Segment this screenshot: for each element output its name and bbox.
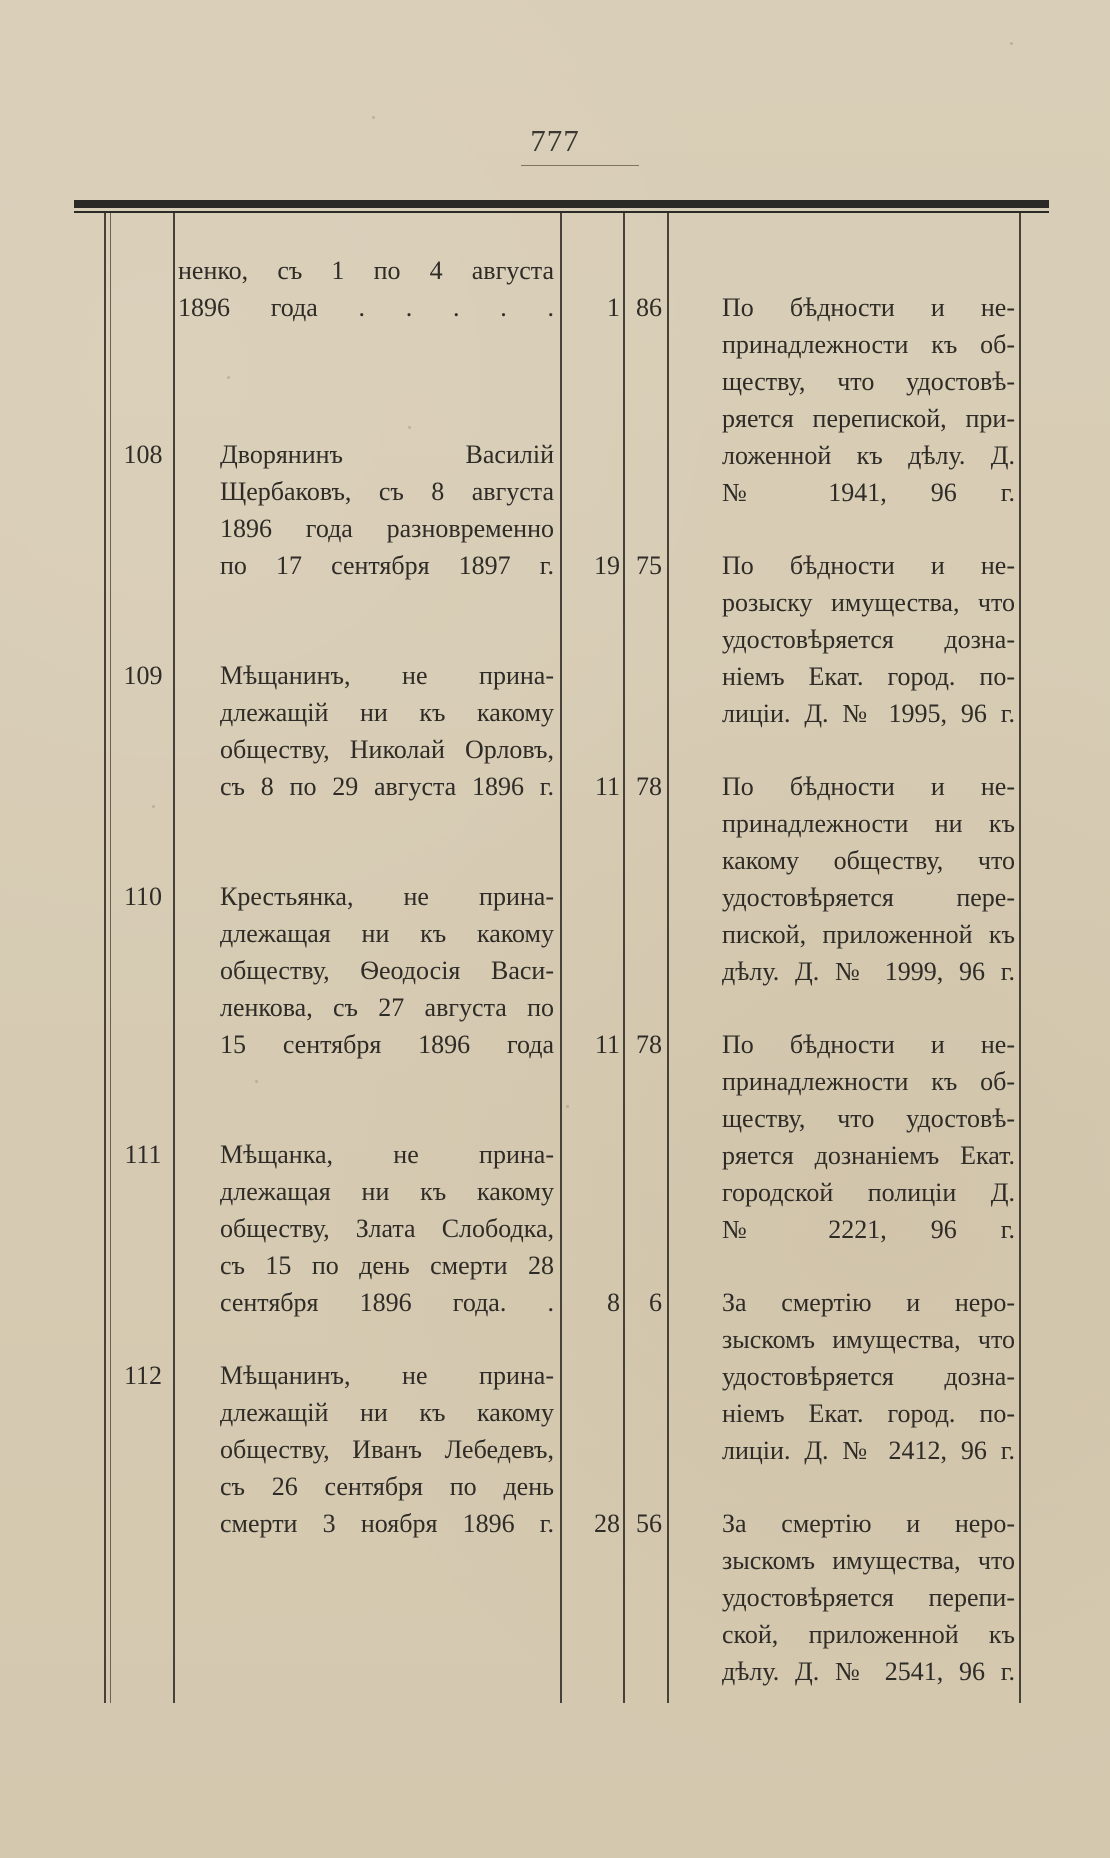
row-112-number: 112 <box>123 1361 163 1390</box>
row-109-reason-line-6: дѣлу. Д. № 1999, 96 г. <box>722 957 1015 986</box>
row-110-rubles: 11 <box>594 1030 620 1059</box>
row-110-reason-line-1: По бѣдности и не- <box>722 1030 1015 1059</box>
row-111-reason <box>680 1284 1015 1469</box>
row-108-reason-line-4: ніемъ Екат. город. по- <box>722 662 1015 691</box>
column-divider-right <box>1019 213 1021 1703</box>
row-109-reason-line-2: принадлежности ни къ <box>722 809 1015 838</box>
row-111-description-line-5: сентября 1896 года. . <box>220 1288 554 1317</box>
column-divider-rubles <box>623 213 625 1703</box>
row-108-reason-line-5: лиціи. Д. № 1995, 96 г. <box>722 699 1015 728</box>
row-0-rubles: 1 <box>607 293 620 322</box>
row-108-description-line-3: 1896 года разновременно <box>220 514 554 543</box>
row-112-reason <box>680 1505 1015 1690</box>
row-112-description <box>178 1357 554 1542</box>
row-0-reason-line-2: принадлежности къ об- <box>722 330 1015 359</box>
page-number: 777 <box>530 123 580 158</box>
row-109-reason-line-1: По бѣдности и не- <box>722 772 1015 801</box>
row-109-reason <box>680 768 1015 990</box>
row-108-description-line-2: Щербаковъ, съ 8 августа <box>220 477 554 506</box>
row-109-kopecks: 78 <box>636 772 662 801</box>
row-111-rubles: 8 <box>607 1288 620 1317</box>
row-108-description <box>178 436 554 584</box>
row-112-description-line-2: длежащій ни къ какому <box>220 1398 554 1427</box>
row-112-reason-line-1: За смертію и неро- <box>722 1509 1015 1538</box>
row-110-reason-line-4: ряется дознаніемъ Екат. <box>722 1141 1015 1170</box>
row-0-reason <box>680 289 1015 511</box>
row-108-reason <box>680 547 1015 732</box>
row-110-description-line-4: ленкова, съ 27 августа по <box>220 993 554 1022</box>
column-divider-left <box>104 213 106 1703</box>
paper-speck <box>372 116 375 119</box>
row-111-number: 111 <box>124 1140 162 1169</box>
row-110-description-line-2: длежащая ни къ какому <box>220 919 554 948</box>
paper-speck <box>227 376 230 379</box>
row-109-description-line-4: съ 8 по 29 августа 1896 г. <box>220 772 554 801</box>
row-110-description-line-1: Крестьянка, не прина- <box>220 882 554 911</box>
row-112-reason-line-4: ской, приложенной къ <box>722 1620 1015 1649</box>
row-112-description-line-5: смерти 3 ноября 1896 г. <box>220 1509 554 1538</box>
row-111-reason-line-4: ніемъ Екат. город. по- <box>722 1399 1015 1428</box>
row-111-reason-line-3: удостовѣряется дозна- <box>722 1362 1015 1391</box>
row-0-reason-line-6: № 1941, 96 г. <box>722 478 1015 507</box>
row-110-description <box>178 878 554 1063</box>
row-111-reason-line-2: зыскомъ имущества, что <box>722 1325 1015 1354</box>
paper-speck <box>408 426 411 429</box>
page-number-rule <box>521 165 639 166</box>
row-0-kopecks: 86 <box>636 293 662 322</box>
row-112-reason-line-5: дѣлу. Д. № 2541, 96 г. <box>722 1657 1015 1686</box>
row-112-reason-line-2: зыскомъ имущества, что <box>722 1546 1015 1575</box>
row-109-reason-line-4: удостовѣряется пере- <box>722 883 1015 912</box>
row-111-kopecks: 6 <box>649 1288 662 1317</box>
row-109-number: 109 <box>123 661 163 690</box>
row-109-reason-line-3: какому обществу, что <box>722 846 1015 875</box>
row-109-description-line-1: Мѣщанинъ, не прина- <box>220 661 554 690</box>
row-110-description-line-5: 15 сентября 1896 года <box>220 1030 554 1059</box>
row-110-reason-line-6: № 2221, 96 г. <box>722 1215 1015 1244</box>
column-divider-left-inner <box>110 213 111 1703</box>
row-108-rubles: 19 <box>594 551 620 580</box>
row-112-description-line-4: съ 26 сентября по день <box>220 1472 554 1501</box>
row-108-kopecks: 75 <box>636 551 662 580</box>
row-112-reason-line-3: удостовѣряется перепи- <box>722 1583 1015 1612</box>
paper-speck <box>1010 42 1013 45</box>
row-111-reason-line-1: За смертію и неро- <box>722 1288 1015 1317</box>
row-0-description-line-2: 1896 года . . . . . <box>178 293 554 322</box>
row-112-description-line-3: обществу, Иванъ Лебедевъ, <box>220 1435 554 1464</box>
row-112-rubles: 28 <box>594 1509 620 1538</box>
row-110-reason-line-3: ществу, что удостовѣ- <box>722 1104 1015 1133</box>
row-111-reason-line-5: лиціи. Д. № 2412, 96 г. <box>722 1436 1015 1465</box>
column-divider-kopecks <box>667 213 669 1703</box>
row-110-kopecks: 78 <box>636 1030 662 1059</box>
column-divider-description <box>560 213 562 1703</box>
row-108-reason-line-1: По бѣдности и не- <box>722 551 1015 580</box>
row-0-reason-line-3: ществу, что удостовѣ- <box>722 367 1015 396</box>
row-108-description-line-4: по 17 сентября 1897 г. <box>220 551 554 580</box>
row-110-reason-line-5: городской полиціи Д. <box>722 1178 1015 1207</box>
row-112-kopecks: 56 <box>636 1509 662 1538</box>
row-110-number: 110 <box>123 882 163 911</box>
row-112-description-line-1: Мѣщанинъ, не прина- <box>220 1361 554 1390</box>
row-109-reason-line-5: пиской, приложенной къ <box>722 920 1015 949</box>
row-109-description-line-2: длежащій ни къ какому <box>220 698 554 727</box>
row-111-description-line-1: Мѣщанка, не прина- <box>220 1140 554 1169</box>
row-108-reason-line-3: удостовѣряется дозна- <box>722 625 1015 654</box>
row-0-reason-line-1: По бѣдности и не- <box>722 293 1015 322</box>
paper-speck <box>566 1105 569 1108</box>
row-0-description <box>178 252 554 326</box>
row-108-number: 108 <box>123 440 163 469</box>
row-0-reason-line-5: ложенной къ дѣлу. Д. <box>722 441 1015 470</box>
row-108-reason-line-2: розыску имущества, что <box>722 588 1015 617</box>
row-110-reason-line-2: принадлежности къ об- <box>722 1067 1015 1096</box>
row-111-description <box>178 1136 554 1321</box>
paper-speck <box>255 1080 258 1083</box>
row-111-description-line-2: длежащая ни къ какому <box>220 1177 554 1206</box>
row-109-description <box>178 657 554 805</box>
row-108-description-line-1: Дворянинъ Василій <box>220 440 554 469</box>
row-109-rubles: 11 <box>594 772 620 801</box>
row-110-reason <box>680 1026 1015 1248</box>
row-110-description-line-3: обществу, Ѳеодосія Васи- <box>220 956 554 985</box>
row-0-description-line-1: ненко, съ 1 по 4 августа <box>178 256 554 285</box>
row-109-description-line-3: обществу, Николай Орловъ, <box>220 735 554 764</box>
column-divider-number <box>173 213 175 1703</box>
top-rule-thick <box>74 200 1049 208</box>
row-111-description-line-4: съ 15 по день смерти 28 <box>220 1251 554 1280</box>
row-0-reason-line-4: ряется перепиской, при- <box>722 404 1015 433</box>
row-111-description-line-3: обществу, Злата Слободка, <box>220 1214 554 1243</box>
paper-speck <box>152 805 155 808</box>
